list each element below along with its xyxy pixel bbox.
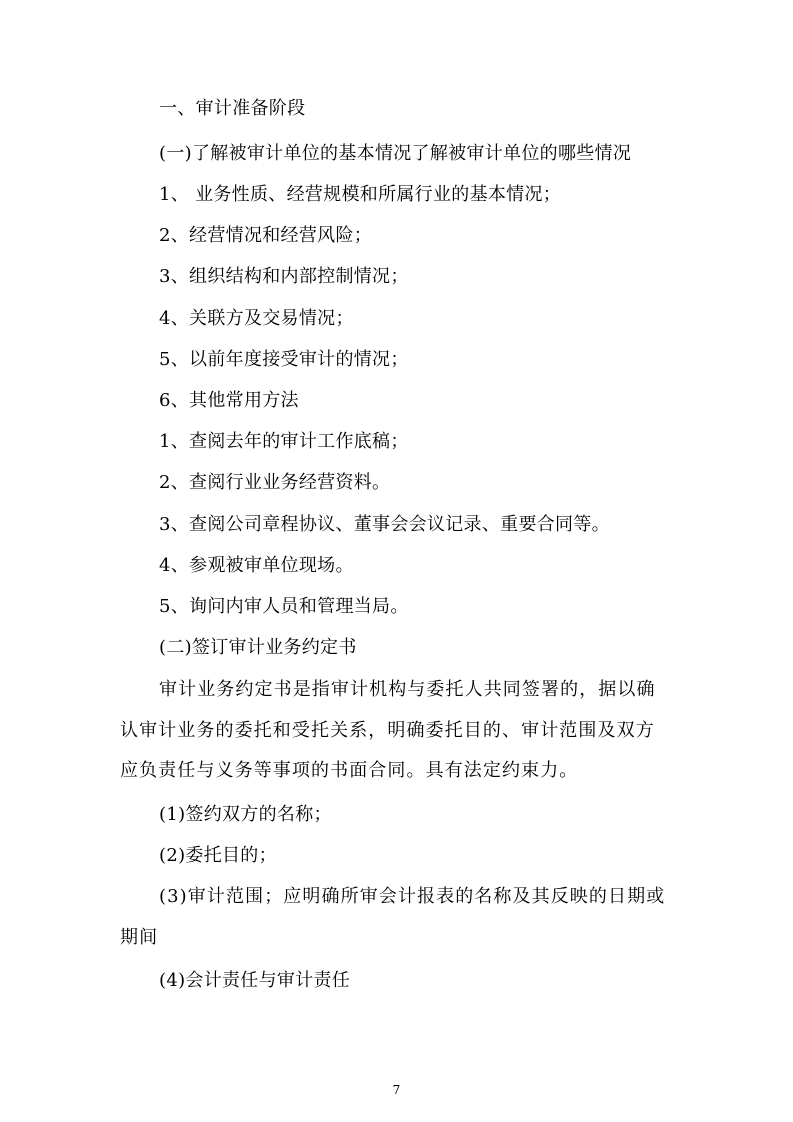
list-item: 3、组织结构和内部控制情况；: [159, 266, 409, 287]
subsection-heading: (二)签订审计业务约定书: [159, 637, 357, 658]
list-item: 3、查阅公司章程协议、董事会会议记录、重要合同等。: [159, 514, 610, 535]
section-heading: 一、审计准备阶段: [159, 98, 306, 119]
list-item: 2、经营情况和经营风险；: [159, 225, 373, 246]
page-number: 7: [392, 1083, 401, 1097]
list-item: 1、 业务性质、经营规模和所属行业的基本情况；: [159, 184, 562, 205]
body-paragraph: (3)审计范围；应明确所审会计报表的名称及其反映的日期或期间: [120, 886, 666, 948]
list-item: 4、关联方及交易情况；: [159, 308, 354, 329]
list-item: 2、查阅行业业务经营资料。: [159, 472, 391, 493]
list-item: 1、查阅去年的审计工作底稿；: [159, 431, 409, 452]
subsection-heading: (一)了解被审计单位的基本情况了解被审计单位的哪些情况: [159, 143, 632, 164]
list-item: 6、其他常用方法: [159, 390, 299, 411]
list-item: 5、以前年度接受审计的情况；: [159, 349, 409, 370]
list-item: (1)签约双方的名称；: [159, 804, 332, 825]
list-item: (4)会计责任与审计责任: [159, 970, 351, 991]
list-item: (2)委托目的；: [159, 845, 277, 866]
body-paragraph: 审计业务约定书是指审计机构与委托人共同签署的，据以确认审计业务的委托和受托关系，明确委托目的、审计范围及双方应负责任与义务等事项的书面合同。具有法定约束力。: [120, 679, 656, 781]
list-item: 4、参观被审单位现场。: [159, 555, 354, 576]
list-item: 5、询问内审人员和管理当局。: [159, 596, 409, 617]
